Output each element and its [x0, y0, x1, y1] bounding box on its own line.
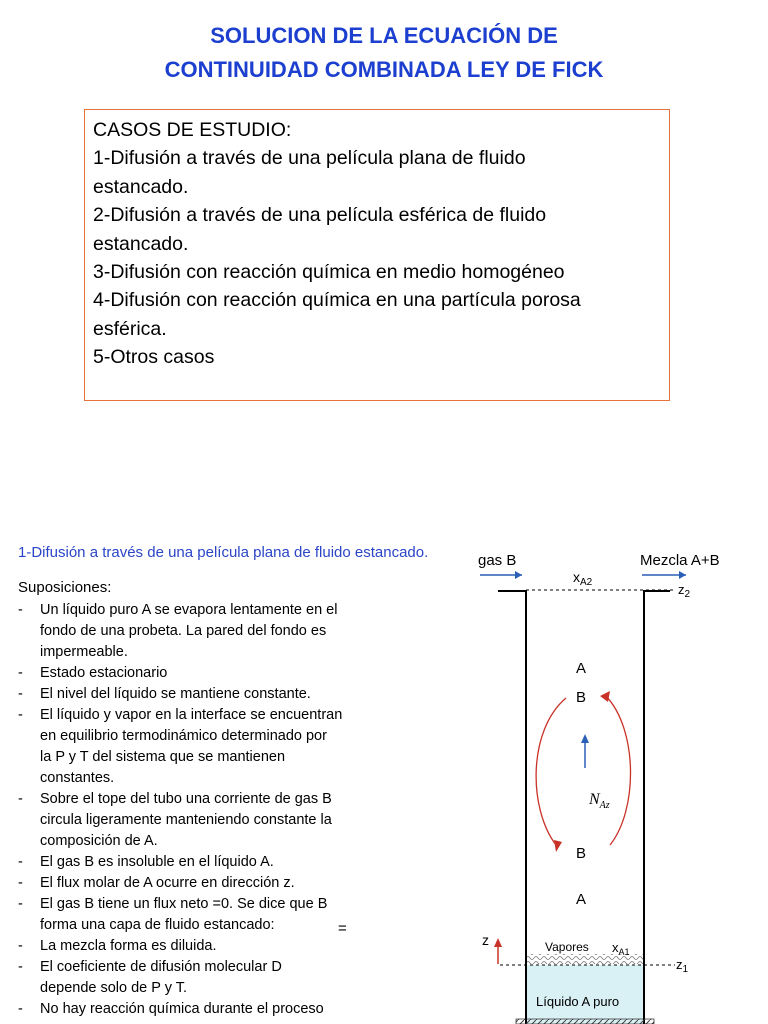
vapors-label: Vapores	[545, 940, 589, 954]
z1-label: $z_1$	[676, 957, 689, 975]
assumption-text-line: La mezcla forma es diluida.	[40, 938, 217, 954]
assumption-text-line: Estado estacionario	[40, 665, 168, 681]
assumption-text-line: composición de A.	[40, 833, 158, 849]
bullet-dash: -	[18, 854, 23, 870]
assumption-text-line: depende solo de P y T.	[40, 980, 187, 996]
mixture-label: Mezcla A+B	[640, 552, 720, 569]
tube-base	[516, 1019, 654, 1024]
bullet-dash: -	[18, 602, 23, 618]
xa1-label: $x_{A1}$	[612, 940, 630, 957]
z2-label: $z_2$	[678, 582, 691, 600]
assumption-item	[18, 852, 342, 873]
bullet-dash: -	[18, 665, 23, 681]
assumption-text-line: fondo de una probeta. La pared del fondo es	[40, 623, 327, 639]
case-line: esférica.	[93, 317, 167, 340]
circulation-left-arrow	[536, 698, 566, 845]
species-b-top: B	[576, 689, 587, 706]
assumption-text-line: El gas B es insoluble en el líquido A.	[40, 854, 274, 870]
assumption-item	[18, 936, 342, 957]
case-studies-box	[84, 109, 670, 401]
equals-sign: =	[338, 920, 347, 937]
bullet-dash: -	[18, 938, 23, 954]
bullet-dash: -	[18, 1001, 23, 1017]
species-b-bottom: B	[576, 845, 587, 862]
circulation-left-arrowhead	[554, 840, 562, 852]
bullet-dash: -	[18, 707, 23, 723]
assumption-text-line: circula ligeramente manteniendo constante la	[40, 812, 332, 828]
assumption-text-line: impermeable.	[40, 644, 128, 660]
case-line: CASOS DE ESTUDIO:	[93, 119, 292, 141]
assumption-item	[18, 873, 342, 894]
assumption-item	[18, 705, 342, 789]
assumption-text-line: forma una capa de fluido estancado:	[40, 917, 275, 933]
bullet-dash: -	[18, 896, 23, 912]
assumption-text-line: la P y T del sistema que se mantienen	[40, 749, 286, 765]
assumption-text-line: en equilibrio termodinámico determinado por	[40, 728, 327, 744]
case-line: 1-Difusión a través de una película plana de fluido	[93, 147, 526, 170]
z-axis-label: z	[482, 932, 489, 948]
flux-arrowhead	[581, 734, 589, 743]
case-line: 2-Difusión a través de una película esférica de fluido	[93, 204, 547, 227]
flux-label: $N_{Az}$	[589, 791, 610, 811]
bullet-dash: -	[18, 686, 23, 702]
assumption-text-line: Un líquido puro A se evapora lentamente en el	[40, 602, 338, 618]
assumption-item	[18, 684, 342, 705]
assumption-item	[18, 600, 342, 663]
diffusion-tube-diagram	[470, 540, 750, 1024]
assumption-text-line: El coeficiente de difusión molecular D	[40, 959, 282, 975]
circulation-right-arrowhead	[600, 691, 610, 702]
assumption-item	[18, 957, 342, 999]
section-heading: 1-Difusión a través de una película plana de fluido estancado.	[18, 544, 429, 561]
bullet-dash: -	[18, 875, 23, 891]
suppositions-title: Suposiciones:	[18, 579, 112, 596]
assumption-text-line: El líquido y vapor en la interface se encuentran	[40, 707, 343, 723]
assumptions-list	[18, 600, 342, 1020]
assumption-text-line: El flux molar de A ocurre en dirección z.	[40, 875, 295, 891]
gas-b-arrowhead	[515, 571, 522, 579]
case-line: estancado.	[93, 175, 189, 198]
assumption-item	[18, 894, 342, 936]
case-line: 3-Difusión con reacción química en medio homogéneo	[93, 261, 565, 284]
gas-b-label: gas B	[478, 552, 517, 569]
assumption-item	[18, 789, 342, 852]
case-line: estancado.	[93, 232, 189, 255]
assumption-text-line: El gas B tiene un flux neto =0. Se dice que B	[40, 896, 328, 912]
case-line: 5-Otros casos	[93, 346, 215, 369]
z-axis-arrowhead	[494, 938, 502, 947]
assumption-text-line: El nivel del líquido se mantiene constante.	[40, 686, 311, 702]
liquid-label: Líquido A puro	[536, 994, 620, 1009]
tube-left-wall	[498, 591, 526, 1024]
circulation-right-arrow	[606, 696, 631, 845]
tube-right-wall	[644, 591, 670, 1024]
assumption-text-line: No hay reacción química durante el proceso	[40, 1001, 324, 1017]
assumption-item	[18, 999, 342, 1020]
case-line: 4-Difusión con reacción química en una partícula porosa	[93, 289, 581, 312]
bullet-dash: -	[18, 959, 23, 975]
bullet-dash: -	[18, 791, 23, 807]
xa2-label: $x_{A2}$	[573, 569, 593, 588]
assumption-text-line: Sobre el tope del tubo una corriente de gas B	[40, 791, 332, 807]
mixture-arrowhead	[679, 571, 686, 579]
species-a-top: A	[576, 660, 587, 677]
assumption-text-line: constantes.	[40, 770, 115, 786]
page-title-line-2: CONTINUIDAD COMBINADA LEY DE FICK	[164, 57, 604, 82]
species-a-bottom: A	[576, 891, 587, 908]
assumption-item	[18, 663, 342, 684]
page-title-line-1: SOLUCION DE LA ECUACIÓN DE	[210, 23, 558, 48]
